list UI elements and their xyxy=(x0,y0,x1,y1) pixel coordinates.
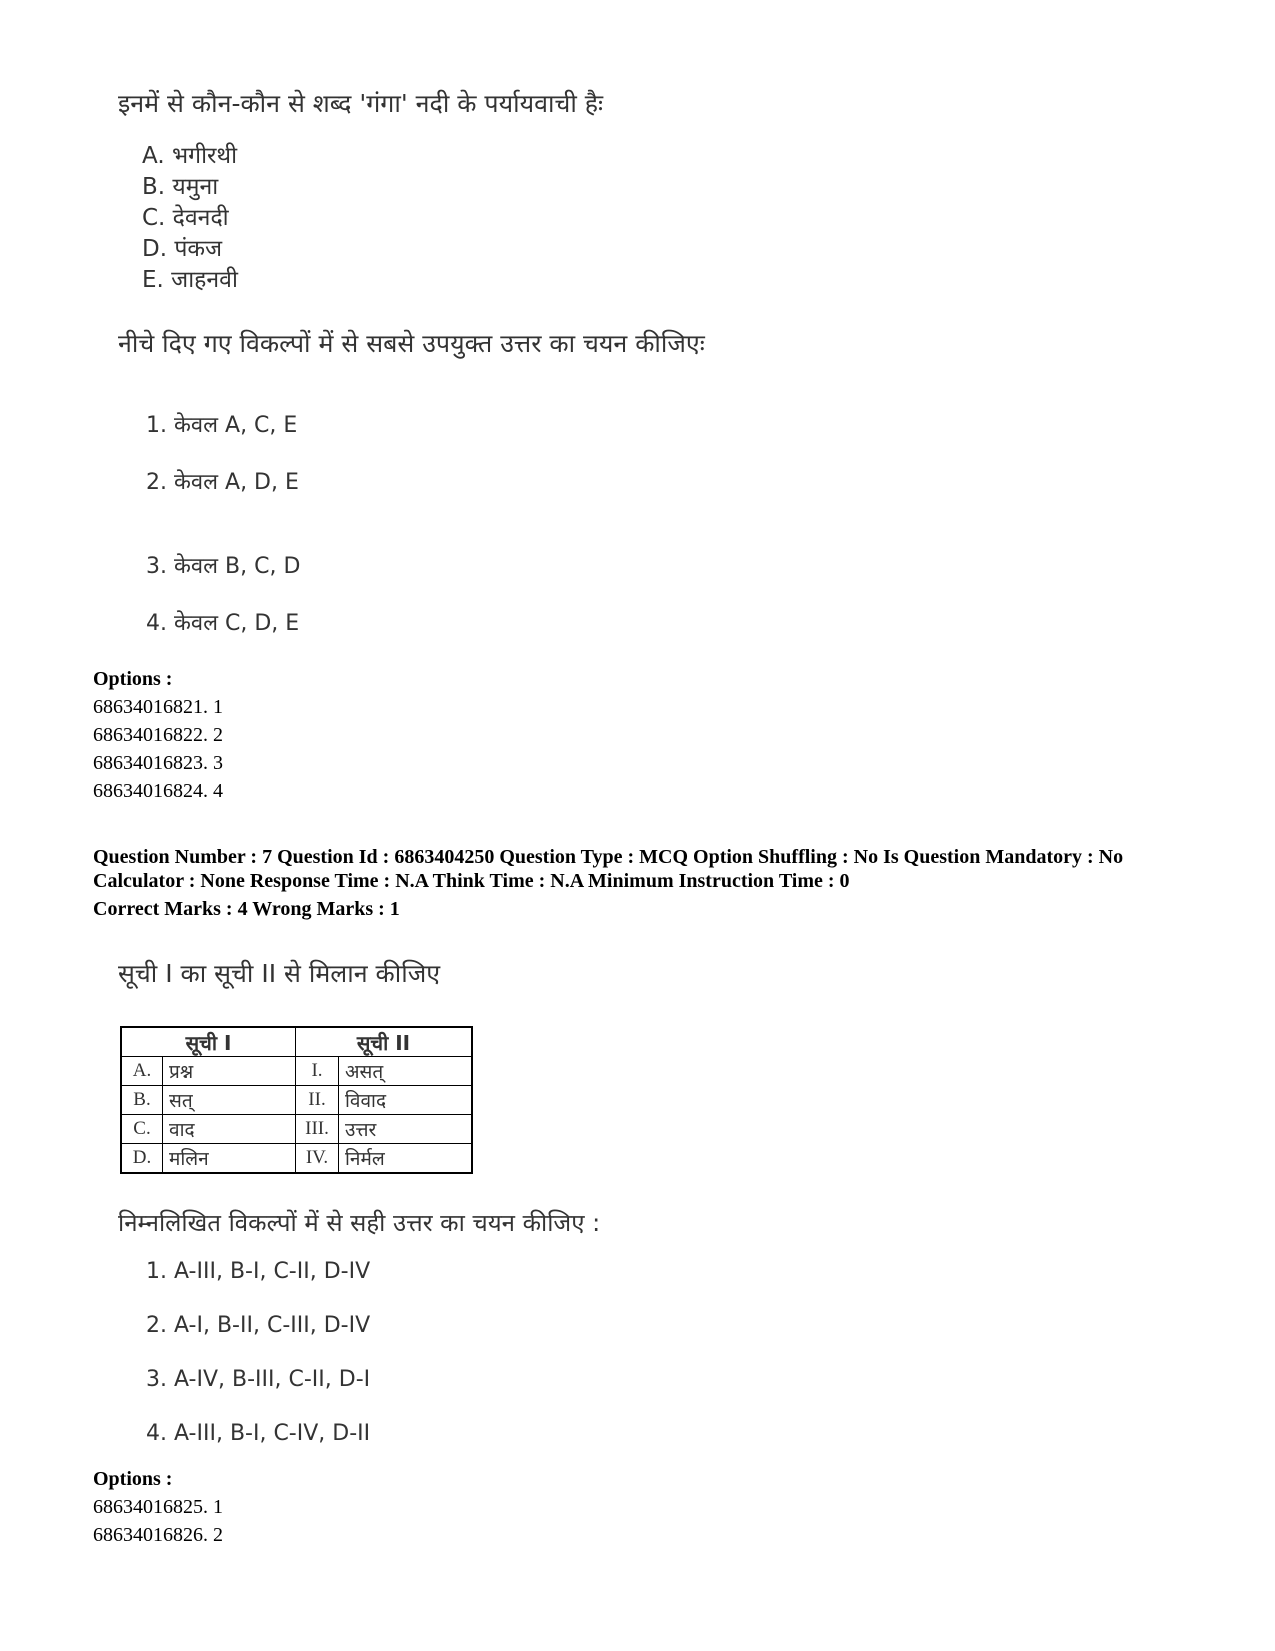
q6-option-3: 68634016823. 3 xyxy=(93,752,223,774)
list-2-value: असत् xyxy=(339,1057,473,1086)
list-1-value: प्रश्न xyxy=(163,1057,296,1086)
q6-option-2: 68634016822. 2 xyxy=(93,724,223,746)
list-1-label: A. xyxy=(121,1057,163,1086)
table-row xyxy=(121,1057,472,1086)
list-2-label: IV. xyxy=(296,1144,339,1174)
table-row xyxy=(121,1115,472,1144)
q7-question-stem: सूची I का सूची II से मिलान कीजिए xyxy=(118,959,441,988)
list-1-label: C. xyxy=(121,1115,163,1144)
list-1-label: B. xyxy=(121,1086,163,1115)
table-row xyxy=(121,1144,472,1174)
q6-question-stem: इनमें से कौन-कौन से शब्द 'गंगा' नदी के पर्यायवाची हैः xyxy=(118,89,604,118)
q6-choice-3: 3. केवल B, C, D xyxy=(146,554,301,579)
list-2-value: उत्तर xyxy=(339,1115,473,1144)
table-row xyxy=(121,1086,472,1115)
q7-choice-1: 1. A-III, B-I, C-II, D-IV xyxy=(146,1259,371,1284)
q6-option-4: 68634016824. 4 xyxy=(93,780,223,802)
list-2-value: निर्मल xyxy=(339,1144,473,1174)
q6-item-e: E. जाहनवी xyxy=(142,267,238,293)
q6-item-d: D. पंकज xyxy=(142,236,223,262)
q6-choice-1: 1. केवल A, C, E xyxy=(146,413,298,438)
q6-instruction: नीचे दिए गए विकल्पों में से सबसे उपयुक्त उत्तर का चयन कीजिएः xyxy=(118,329,705,358)
q6-item-c: C. देवनदी xyxy=(142,205,229,231)
list-1-label: D. xyxy=(121,1144,163,1174)
list-1-value: सत् xyxy=(163,1086,296,1115)
q7-choice-3: 3. A-IV, B-III, C-II, D-I xyxy=(146,1367,371,1392)
list-2-value: विवाद xyxy=(339,1086,473,1115)
q6-options-label: Options : xyxy=(93,668,173,690)
list-2-label: II. xyxy=(296,1086,339,1115)
q6-option-1: 68634016821. 1 xyxy=(93,696,223,718)
list-2-label: I. xyxy=(296,1057,339,1086)
list-2-label: III. xyxy=(296,1115,339,1144)
q6-choice-2: 2. केवल A, D, E xyxy=(146,470,299,495)
q7-option-2: 68634016826. 2 xyxy=(93,1524,223,1546)
list-2-header: सूची II xyxy=(296,1027,473,1057)
q7-options-label: Options : xyxy=(93,1468,173,1490)
q7-instruction: निम्नलिखित विकल्पों में से सही उत्तर का चयन कीजिए : xyxy=(118,1209,601,1237)
q7-meta-line-2: Calculator : None Response Time : N.A Think Time : N.A Minimum Instruction Time : 0 xyxy=(93,870,850,892)
q7-choice-2: 2. A-I, B-II, C-III, D-IV xyxy=(146,1313,371,1338)
q7-marks: Correct Marks : 4 Wrong Marks : 1 xyxy=(93,898,400,920)
q6-choice-4: 4. केवल C, D, E xyxy=(146,611,300,636)
list-1-value: मलिन xyxy=(163,1144,296,1174)
q7-choice-4: 4. A-III, B-I, C-IV, D-II xyxy=(146,1421,371,1446)
q6-item-a: A. भगीरथी xyxy=(142,143,238,169)
match-table-header xyxy=(121,1027,472,1057)
list-1-value: वाद xyxy=(163,1115,296,1144)
q7-meta-line-1: Question Number : 7 Question Id : 6863404250 Question Type : MCQ Option Shuffling : No Is Question Mandatory : No xyxy=(93,846,1124,868)
match-table xyxy=(120,1026,473,1174)
list-1-header: सूची I xyxy=(121,1027,296,1057)
q7-option-1: 68634016825. 1 xyxy=(93,1496,223,1518)
q6-item-b: B. यमुना xyxy=(142,174,219,200)
